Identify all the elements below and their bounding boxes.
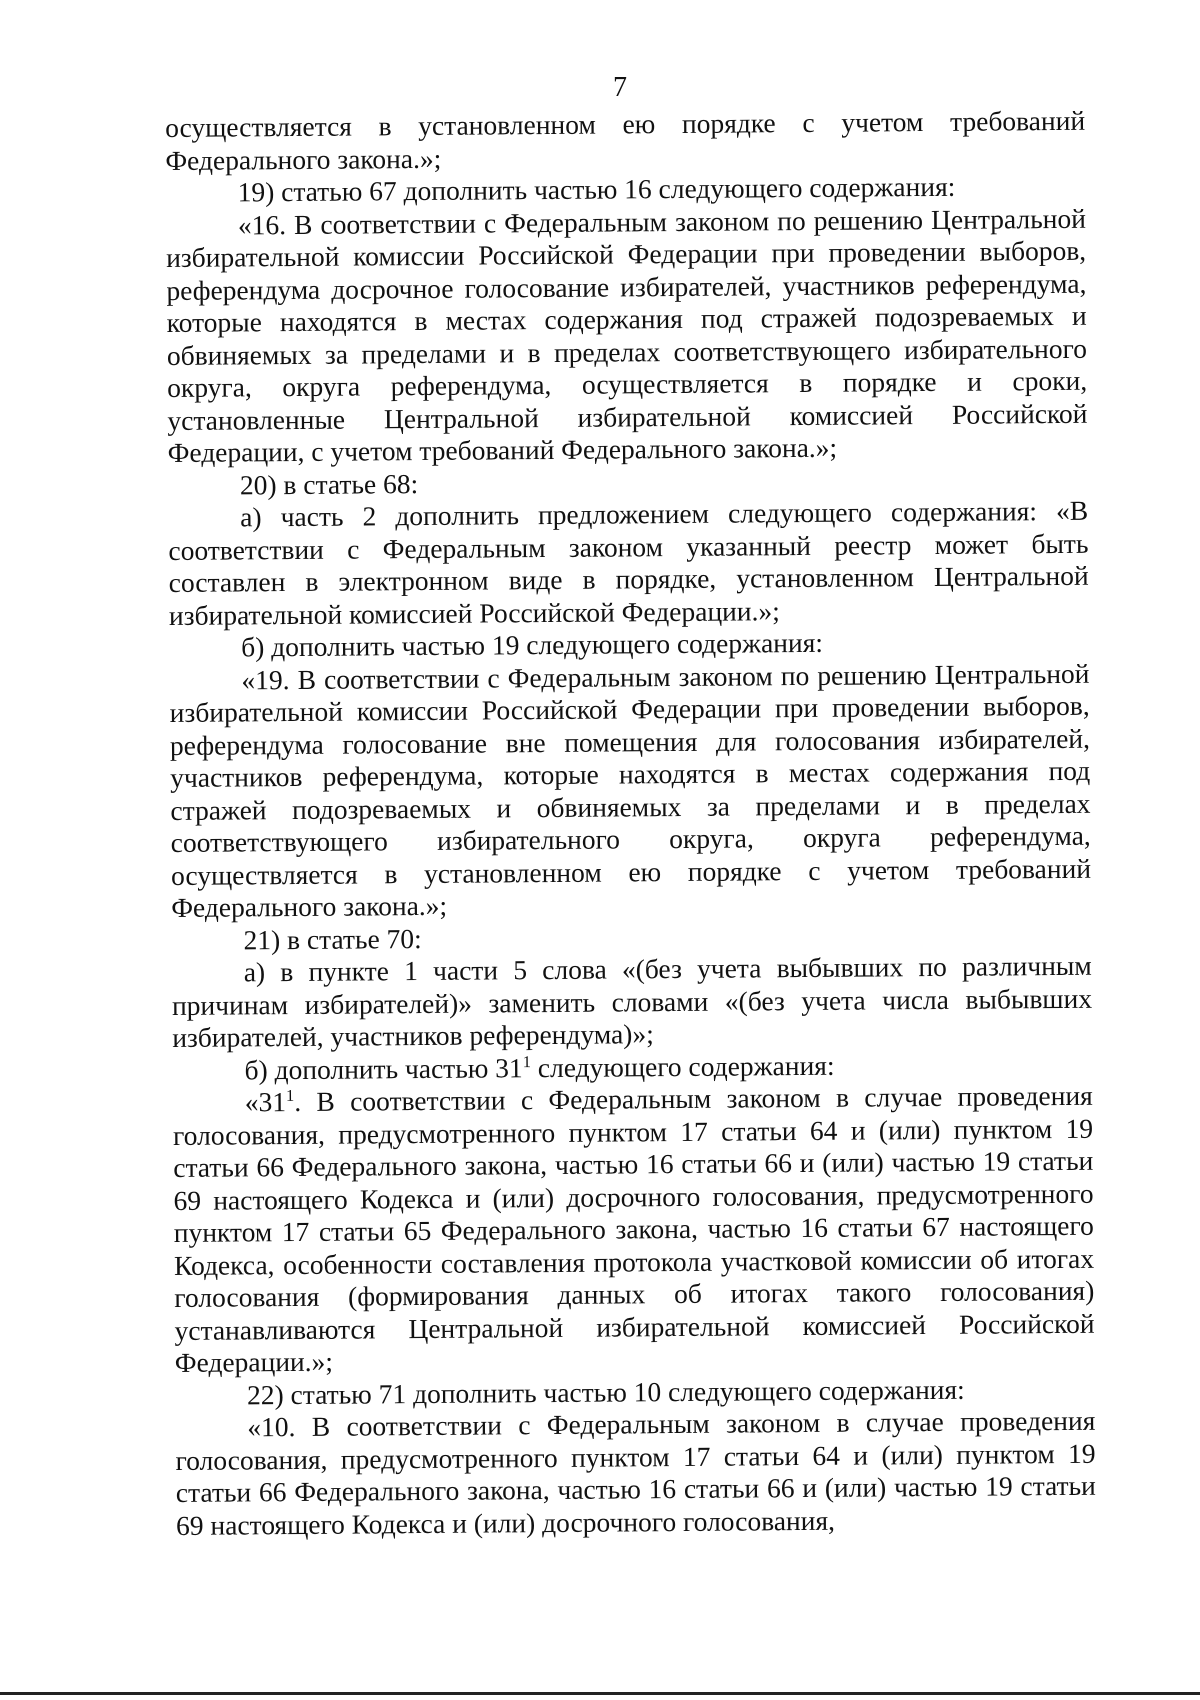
scan-edge-line [0,1692,1200,1695]
paragraph-continuation: осуществляется в установленном ею порядке с учетом требований Федерального закона.»; [165,104,1086,176]
paragraph-quote-19: «19. В соответствии с Федеральным законом по решению Центральной избирательной комиссии Российской Федерации при проведении выборов, референдума голосование вне помещения для голосования избирателей, участников референдума, которые находятся в местах содержания под стражей подозреваемых и обвиняемых за пределами и в пределах соответствующего избирательного округа, округа референдума, осуществляется в установленном ею порядке с учетом требований Федерального закона.»; [169,657,1092,923]
paragraph-quote-10: «10. В соответствии с Федеральным законом в случае проведения голосования, предусмотренного пунктом 17 статьи 64 и (или) пунктом 19 статьи 66 Федерального закона, частью 16 статьи 66 и (или) частью 19 статьи 69 настоящего Кодекса и (или) досрочного голосования, [175,1404,1096,1541]
paragraph-quote-31-1-start: «31 [244,1086,287,1118]
paragraph-item-21: 21) в статье 70: [243,922,422,955]
paragraph-item-21a: а) в пункте 1 части 5 слова «(без учета выбывших по различным причинам избирателей)» заменить словами «(без учета числа выбывших избирателей, участников референдума)»; [171,949,1093,1053]
paragraph-quote-31-1-body: . В соответствии с Федеральным законом в случае проведения голосования, предусмотренного пунктом 17 статьи 64 и (или) пунктом 19 статьи 66 Федерального закона, частью 16 статьи 66 и (или) частью 19 статьи 69 настоящего Кодекса и (или) досрочного голосования, предусмотренного пунктом 17 статьи 65 Федерального закона, частью 16 статьи 67 настоящего Кодекса, особенности составления протокола участковой комиссии об итогах голосования (формирования данных об итогах такого голосования) устанавливаются Центральной избирательной комиссией Российской Федерации.»; [172,1079,1095,1378]
paragraph-item-22: 22) статью 71 дополнить частью 10 следующего содержания: [246,1373,965,1410]
paragraph-quote-16: «16. В соответствии с Федеральным законом по решению Центральной избирательной комиссии Российской Федерации при проведении выборов, референдума досрочное голосование избирателей, участников референдума, которые находятся в местах содержания под стражей подозреваемых и обвиняемых за пределами и в пределах соответствующего избирательного округа, округа референдума, осуществляется в порядке и сроки, установленные Центральной избирательной комиссией Российской Федерации, с учетом требований Федерального закона.»; [166,202,1088,468]
document-body [165,105,1096,1542]
paragraph-item-19: 19) статью 67 дополнить частью 16 следующего содержания: [237,170,956,208]
paragraph-item-21b-text: б) дополнить частью 31 [244,1051,523,1085]
superscript-index: 1 [522,1051,531,1071]
paragraph-item-20a: а) часть 2 дополнить предложением следующего содержания: «В соответствии с Федеральным законом указанный реестр может быть составлен в электронном виде в порядке, установленном Центральной избирательной комиссией Российской Федерации.»; [168,494,1089,631]
page-number: 7 [613,72,627,103]
superscript-index: 1 [285,1085,295,1105]
paragraph-quote-31-1 [173,1080,1095,1380]
paragraph-item-21b-tail: следующего содержания: [530,1049,835,1083]
paragraph-item-20b: б) дополнить частью 19 следующего содержания: [241,626,824,663]
paragraph-item-20: 20) в статье 68: [239,467,419,500]
